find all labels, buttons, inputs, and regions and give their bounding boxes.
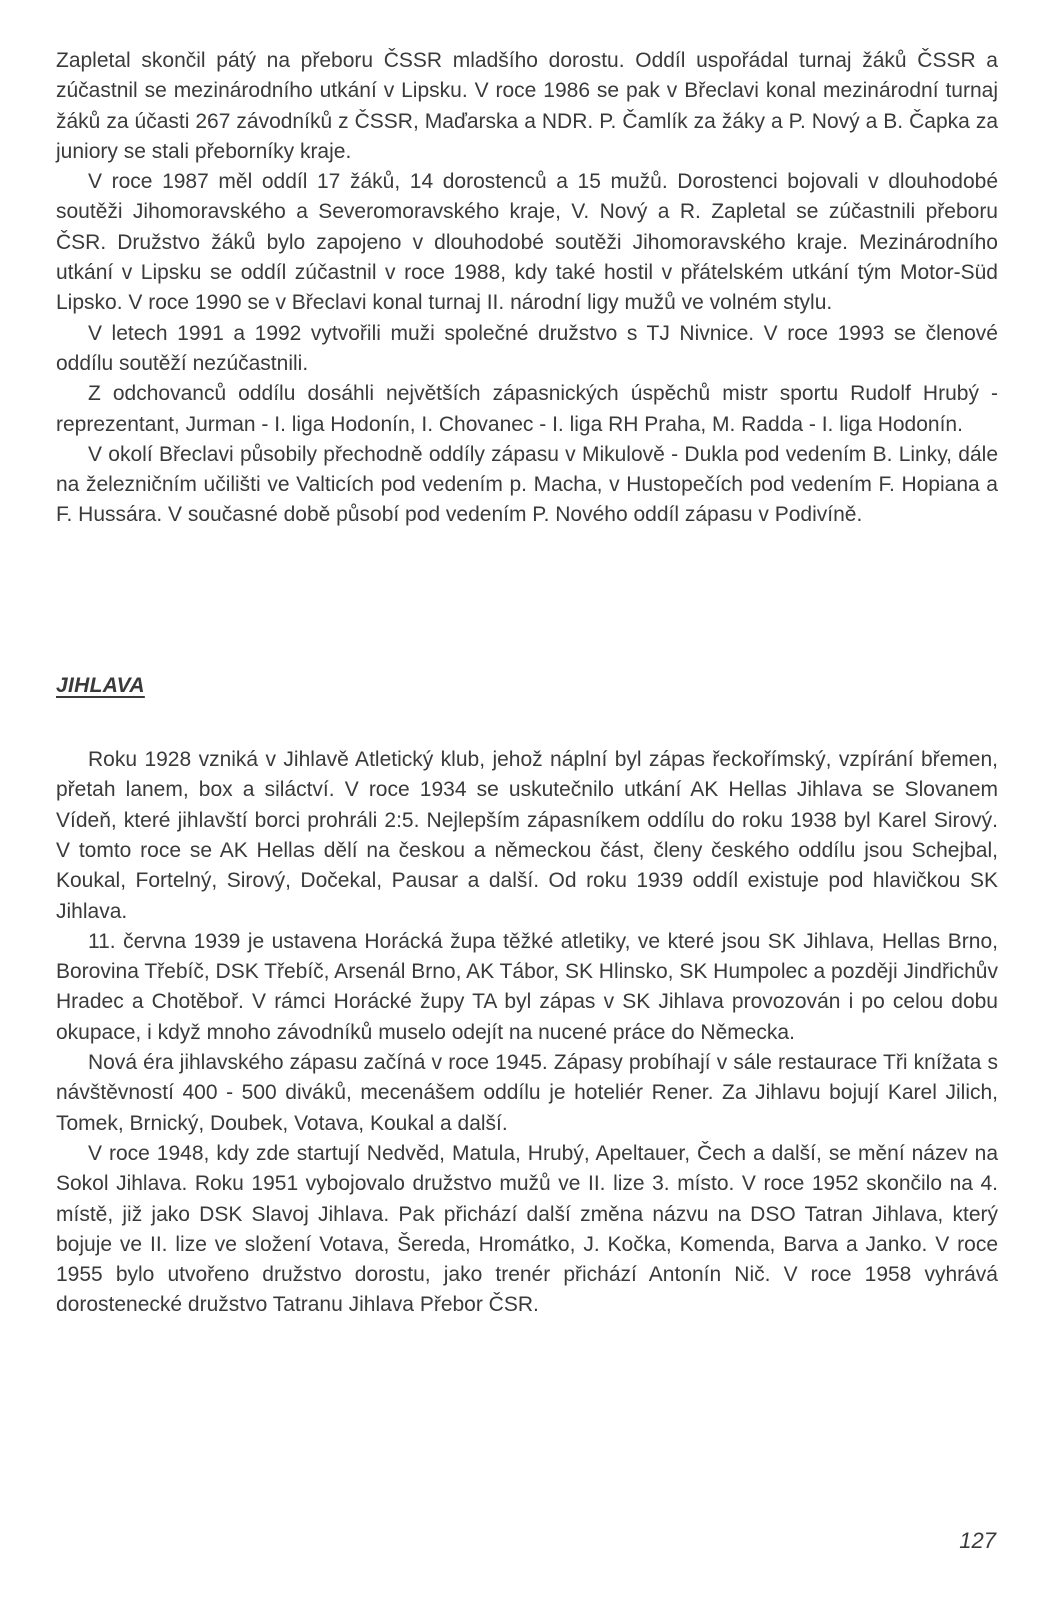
page <box>56 46 998 1566</box>
paragraph: V roce 1987 měl oddíl 17 žáků, 14 dorostenců a 15 mužů. Dorostenci bojovali v dlouhodobé soutěži Jihomoravského a Severomoravského kraje, V. Nový a R. Zapletal se zúčastnili přeboru ČSR. Družstvo žáků bylo zapojeno v dlouhodobé soutěži Jihomoravského kraje. Mezinárodního utkání v Lipsku se oddíl zúčastnil v roce 1988, kdy také hostil v přátelském utkání tým Motor-Süd Lipsko. V roce 1990 se v Břeclavi konal turnaj II. národní ligy mužů ve volném stylu. <box>56 170 998 315</box>
paragraph: Roku 1928 vzniká v Jihlavě Atletický klub, jehož náplní byl zápas řeckořímský, vzpírání břemen, přetah lanem, box a siláctví. V roce 1934 se uskutečnilo utkání AK Hellas Jihlava se Slovanem Vídeň, které jihlavští borci prohráli 2:5. Nejlepším zápasníkem oddílu do roku 1938 byl Karel Sirový. V tomto roce se AK Hellas dělí na českou a německou část, členy českého oddílu jsou Schejbal, Koukal, Fortelný, Sirový, Dočekal, Pausar a další. Od roku 1939 oddíl existuje pod hlavičkou SK Jihlava. <box>56 748 998 923</box>
paragraph: 11. června 1939 je ustavena Horácká župa těžké atletiky, ve které jsou SK Jihlava, Hellas Brno, Borovina Třebíč, DSK Třebíč, Arsenál Brno, AK Tábor, SK Hlinsko, SK Humpolec a později Jindřichův Hradec a Chotěboř. V rámci Horácké župy TA byl zápas v SK Jihlava provozován i po celou dobu okupace, i když mnoho závodníků muselo odejít na nucené práce do Německa. <box>56 929 998 1044</box>
paragraph: V roce 1948, kdy zde startují Nedvěd, Matula, Hrubý, Apeltauer, Čech a další, se mění název na Sokol Jihlava. Roku 1951 vybojovalo družstvo mužů ve II. lize 3. místo. V roce 1952 skončilo na 4. místě, již jako DSK Slavoj Jihlava. Pak přichází další změna názvu na DSO Tatran Jihlava, který bojuje ve II. lize ve složení Votava, Šereda, Hromátko, J. Kočka, Komenda, Barva a Janko. V roce 1955 bylo utvořeno družstvo dorostu, jako trenér přichází Antonín Nič. V roce 1958 vyhrává dorostenecké družstvo Tatranu Jihlava Přebor ČSR. <box>56 1141 998 1317</box>
paragraph: Zapletal skončil pátý na přeboru ČSSR mladšího dorostu. Oddíl uspořádal turnaj žáků ČSSR a zúčastnil se mezinárodního utkání v Lipsku. V roce 1986 se pak v Břeclavi konal mezinárodní turnaj žáků za účasti 267 závodníků z ČSSR, Maďarska a NDR. P. Čamlík za žáky a P. Nový a B. Čapka za juniory se stali přeborníky kraje. <box>56 49 998 163</box>
section-spacer <box>56 601 998 671</box>
paragraph: Nová éra jihlavského zápasu začíná v roce 1945. Zápasy probíhají v sále restaurace Tři knížata s návštěvností 400 - 500 diváků, mecenášem oddílu je hoteliér Rener. Za Jihlavu bojují Karel Jilich, Tomek, Brnický, Doubek, Votava, Koukal a další. <box>56 1051 998 1135</box>
section-spacer <box>56 531 998 601</box>
paragraph: Z odchovanců oddílu dosáhli největších zápasnických úspěchů mistr sportu Rudolf Hrubý - reprezentant, Jurman - I. liga Hodonín, I. Chovanec - I. liga RH Praha, M. Radda - I. liga Hodonín. <box>56 382 998 436</box>
section-heading: JIHLAVA <box>56 673 145 697</box>
heading-spacer <box>56 701 998 745</box>
page-number: 127 <box>959 1528 996 1553</box>
paragraph: V letech 1991 a 1992 vytvořili muži společné družstvo s TJ Nivnice. V roce 1993 se členové oddílu soutěží nezúčastnili. <box>56 321 998 375</box>
paragraph: V okolí Břeclavi působily přechodně oddíly zápasu v Mikulově - Dukla pod vedením B. Linky, dále na železničním učilišti ve Valticích pod vedením p. Macha, v Hustopečích pod vedením F. Hopiana a F. Hussára. V současné době působí pod vedením P. Nového oddíl zápasu v Podivíně. <box>56 442 998 527</box>
